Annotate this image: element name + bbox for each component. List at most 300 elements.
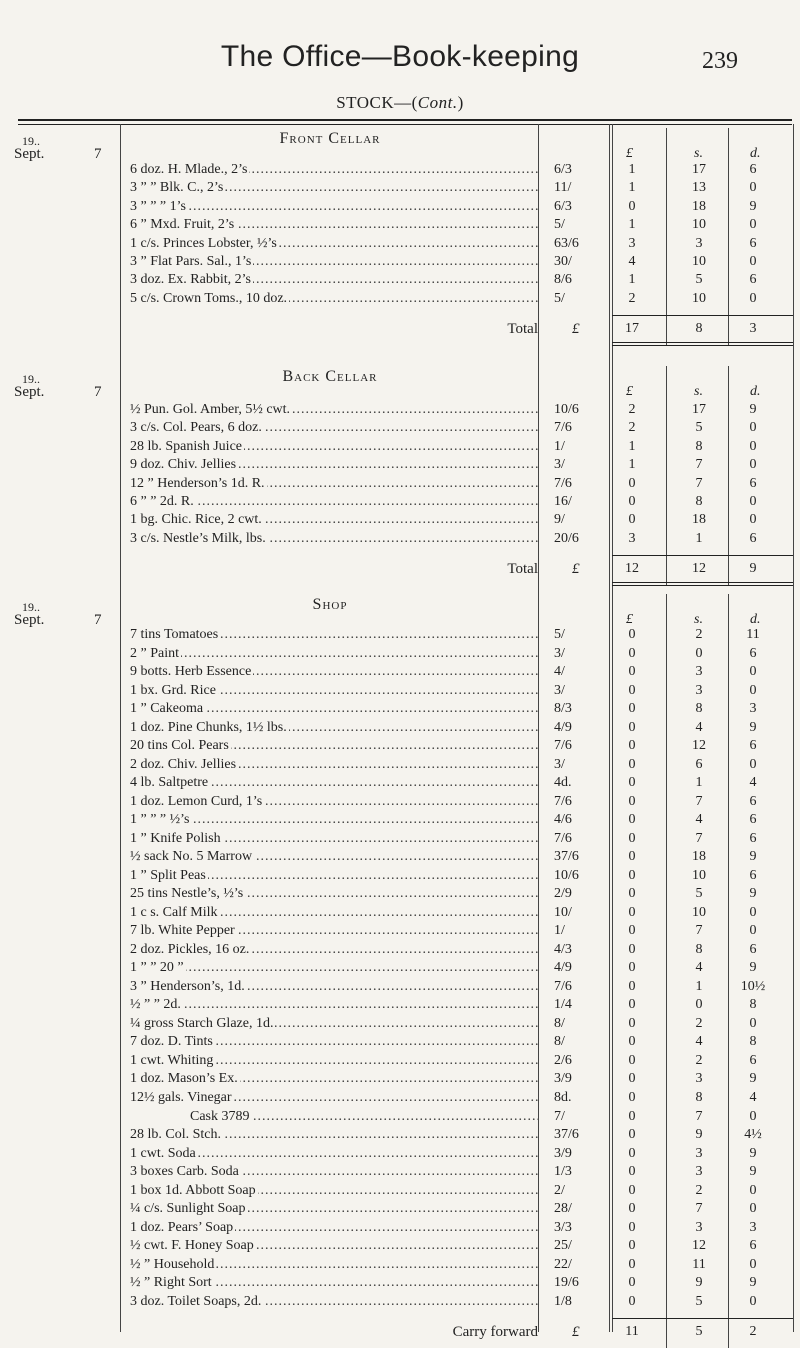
item-text: ¼ gross Starch Glaze, 1d.	[130, 1015, 274, 1031]
shillings-value: 9	[695, 1127, 703, 1143]
pence-value: 0	[749, 180, 757, 196]
pence-value: 0	[749, 217, 757, 233]
ledger-row	[0, 960, 800, 978]
ledger-row	[0, 683, 800, 701]
item-text: 3 c/s. Col. Pears, 6 doz.	[130, 420, 262, 436]
total-rule-top	[612, 555, 793, 556]
shillings-header: s.	[694, 384, 703, 399]
pence-value: 9	[749, 198, 757, 214]
shillings-value: 12	[692, 1238, 706, 1254]
pence-header: d.	[750, 384, 761, 399]
subtitle-prefix: STOCK—(	[336, 93, 418, 112]
item-text: 6 ” ” 2d. R.	[130, 494, 194, 509]
unit-price: 7/6	[554, 830, 572, 846]
pounds-value: 0	[628, 886, 636, 902]
shillings-value: 10	[692, 217, 706, 233]
shillings-header: s.	[694, 612, 703, 627]
unit-price: 3/	[554, 682, 565, 698]
pounds-value: 0	[628, 812, 636, 828]
item-text: ½ Pun. Gol. Amber, 5½ cwt.	[130, 402, 291, 417]
shillings-value: 7	[695, 793, 703, 809]
shillings-value: 2	[695, 1052, 703, 1068]
pounds-value: 0	[628, 923, 636, 939]
shillings-value: 10	[692, 290, 706, 306]
shillings-value: 8	[695, 438, 703, 454]
total-rule-top	[612, 1318, 793, 1319]
item-description	[130, 1016, 538, 1032]
date-month: Sept.	[14, 612, 45, 628]
date-month: Sept.	[14, 384, 45, 400]
item-description	[130, 664, 538, 680]
item-description	[130, 254, 538, 270]
pence-value: 9	[749, 1275, 757, 1291]
total-pounds: 12	[625, 561, 639, 577]
pence-value: 9	[749, 849, 757, 865]
ledger-row	[0, 1016, 800, 1034]
pounds-header: £	[626, 146, 633, 161]
total-row	[0, 561, 800, 579]
item-description	[130, 1201, 538, 1217]
unit-price: 7/6	[554, 420, 572, 436]
item-text: 12 ” Henderson’s 1d. R.	[130, 475, 265, 491]
ledger-row	[0, 664, 800, 682]
total-rule-bottom-2	[612, 345, 793, 346]
item-description	[130, 291, 538, 307]
total-label: Total	[507, 561, 538, 578]
pounds-value: 0	[628, 904, 636, 920]
shillings-value: 10	[692, 254, 706, 269]
unit-price: 22/	[554, 1256, 572, 1272]
pounds-value: 0	[628, 627, 636, 642]
unit-price: 4/9	[554, 960, 572, 976]
unit-price: 37/6	[554, 849, 579, 865]
item-text: 7 tins Tomatoes	[130, 627, 219, 642]
ledger-row	[0, 1238, 800, 1256]
unit-price: 25/	[554, 1238, 572, 1254]
pounds-value: 0	[628, 960, 636, 976]
unit-price: 4/3	[554, 941, 572, 957]
shillings-value: 17	[692, 402, 706, 417]
item-description	[130, 439, 538, 455]
pounds-value: 1	[628, 457, 636, 473]
shillings-value: 2	[695, 1182, 703, 1198]
pence-value: 9	[749, 1071, 757, 1087]
pence-value: 6	[749, 1052, 757, 1068]
ledger-row	[0, 886, 800, 904]
item-text: 6 ” Mxd. Fruit, 2’s	[130, 217, 235, 233]
pounds-value: 0	[628, 1164, 636, 1180]
item-description	[130, 217, 538, 233]
shillings-value: 10	[692, 904, 706, 920]
pence-value: 0	[749, 1293, 757, 1309]
total-rule-top	[612, 315, 793, 316]
total-pence: 9	[749, 561, 757, 577]
section-title: Front Cellar	[279, 130, 381, 147]
pounds-value: 0	[628, 198, 636, 214]
pence-value: 4	[749, 1090, 757, 1105]
pounds-value: 0	[628, 1182, 636, 1198]
unit-price: 8/	[554, 1015, 565, 1031]
shillings-value: 18	[692, 849, 706, 865]
page-number: 239	[702, 48, 738, 74]
ledger-row	[0, 1109, 800, 1127]
pounds-value: 1	[628, 217, 636, 233]
pence-value: 0	[749, 664, 757, 680]
shillings-value: 4	[695, 719, 703, 735]
item-text: 1 c s. Calf Milk	[130, 904, 218, 920]
item-text: 28 lb. Spanish Juice	[130, 438, 242, 454]
shillings-value: 18	[692, 198, 706, 214]
ledger-row	[0, 831, 800, 849]
pounds-value: 0	[628, 1293, 636, 1309]
shillings-value: 7	[695, 457, 703, 473]
item-description	[130, 476, 538, 492]
item-description	[130, 236, 538, 252]
pounds-value: 0	[628, 475, 636, 491]
shillings-value: 12	[692, 738, 706, 754]
ledger-row	[0, 738, 800, 756]
ledger-row	[0, 1183, 800, 1201]
unit-price: 1/	[554, 923, 565, 939]
item-text: 1 ” ” 20 ”	[130, 960, 184, 976]
pence-value: 0	[749, 923, 757, 939]
item-description	[130, 812, 538, 828]
unit-price: 5/	[554, 290, 565, 306]
item-text: 1 ” ” ” ½’s	[130, 812, 190, 828]
item-description	[130, 831, 538, 847]
ledger-row	[0, 420, 800, 438]
item-description	[130, 1127, 538, 1143]
date-year: 19..	[22, 134, 40, 148]
pence-value: 8	[749, 997, 757, 1013]
unit-price: 5/	[554, 627, 565, 642]
item-description	[130, 531, 538, 547]
item-text: 1 cwt. Whiting	[130, 1052, 214, 1068]
pounds-value: 0	[628, 1219, 636, 1235]
item-text: 1 doz. Pears’ Soap	[130, 1219, 234, 1235]
ledger-row	[0, 494, 800, 512]
pence-value: 6	[749, 475, 757, 491]
item-text: 20 tins Col. Pears	[130, 738, 229, 754]
item-description	[130, 1257, 538, 1273]
item-text: 1 doz. Pine Chunks, 1½ lbs.	[130, 719, 287, 735]
item-description	[130, 960, 538, 976]
unit-price: 3/9	[554, 1071, 572, 1087]
pounds-value: 0	[628, 645, 636, 661]
item-text: ½ sack No. 5 Marrow	[130, 849, 253, 865]
pounds-value: 4	[628, 254, 636, 269]
item-description	[130, 979, 538, 995]
pence-value: 0	[749, 290, 757, 306]
unit-price: 4/6	[554, 812, 572, 828]
ledger-row	[0, 1053, 800, 1071]
unit-price: 7/6	[554, 978, 572, 994]
pence-value: 0	[749, 438, 757, 454]
item-text: 1 ” Knife Polish	[130, 830, 221, 846]
item-description	[130, 272, 538, 288]
ledger-row	[0, 1071, 800, 1089]
ledger-row	[0, 402, 800, 420]
shillings-value: 3	[695, 235, 703, 251]
unit-price: 63/6	[554, 235, 579, 251]
pounds-value: 0	[628, 1108, 636, 1124]
page-title: The Office—Book-keeping	[220, 40, 580, 73]
pence-value: 6	[749, 162, 757, 177]
pence-value: 8	[749, 1034, 757, 1050]
shillings-value: 3	[695, 1071, 703, 1087]
total-label: Carry forward	[452, 1324, 538, 1341]
shillings-value: 7	[695, 1201, 703, 1217]
total-pound-sign: £	[572, 561, 580, 578]
pence-value: 0	[749, 512, 757, 528]
item-text: 1 bg. Chic. Rice, 2 cwt.	[130, 512, 262, 528]
ledger-row	[0, 997, 800, 1015]
shillings-value: 9	[695, 1275, 703, 1291]
unit-price: 3/	[554, 457, 565, 473]
pounds-value: 0	[628, 830, 636, 846]
ledger-row	[0, 905, 800, 923]
date-year: 19..	[22, 372, 40, 386]
ledger-row	[0, 439, 800, 457]
unit-price: 6/3	[554, 198, 572, 214]
pounds-value: 0	[628, 1034, 636, 1050]
item-text: 12½ gals. Vinegar	[130, 1090, 232, 1105]
date-day: 7	[94, 612, 102, 628]
total-shillings: 12	[692, 561, 706, 577]
ledger-row	[0, 512, 800, 530]
pence-value: 11	[746, 627, 760, 642]
pence-value: 3	[749, 701, 757, 717]
pence-value: 10½	[740, 978, 766, 994]
item-text: 1 box 1d. Abbott Soap	[130, 1182, 256, 1198]
item-text: 3 ” Flat Pars. Sal., 1’s	[130, 254, 252, 269]
item-description	[130, 942, 538, 958]
shillings-value: 5	[695, 272, 703, 288]
item-description	[130, 180, 538, 196]
shillings-value: 7	[695, 830, 703, 846]
item-text: 6 doz. H. Mlade., 2’s	[130, 162, 248, 177]
top-rule-thin	[18, 124, 792, 125]
ledger-row	[0, 1201, 800, 1219]
shillings-value: 3	[695, 682, 703, 698]
pounds-value: 0	[628, 1127, 636, 1143]
total-pound-sign: £	[572, 1324, 580, 1341]
pounds-value: 0	[628, 867, 636, 883]
pounds-value: 0	[628, 978, 636, 994]
item-description	[130, 199, 538, 215]
pence-value: 6	[749, 235, 757, 251]
shillings-value: 6	[695, 756, 703, 772]
shillings-value: 8	[695, 701, 703, 717]
unit-price: 10/6	[554, 402, 579, 417]
total-pence: 3	[749, 321, 757, 337]
pence-value: 0	[749, 420, 757, 436]
unit-price: 1/8	[554, 1293, 572, 1309]
shillings-value: 0	[695, 997, 703, 1013]
pence-value: 6	[749, 1238, 757, 1254]
item-description	[130, 683, 538, 699]
item-description	[130, 1238, 538, 1254]
ledger-row	[0, 531, 800, 549]
pence-value: 0	[749, 1015, 757, 1031]
unit-price: 3/9	[554, 1145, 572, 1161]
ledger-row	[0, 1164, 800, 1182]
item-text: 4 lb. Saltpetre	[130, 775, 209, 791]
pounds-value: 0	[628, 512, 636, 528]
pence-value: 0	[749, 1182, 757, 1198]
item-description	[130, 1071, 538, 1087]
pence-value: 0	[749, 494, 757, 509]
unit-price: 2/	[554, 1182, 565, 1198]
pounds-value: 0	[628, 1145, 636, 1161]
item-description	[130, 849, 538, 865]
ledger-row	[0, 1220, 800, 1238]
item-text: 1 ” Split Peas	[130, 867, 206, 883]
item-text: 1 cwt. Soda	[130, 1145, 196, 1161]
ledger-row	[0, 272, 800, 290]
item-description	[130, 720, 538, 736]
pence-value: 0	[749, 1201, 757, 1217]
unit-price: 4/9	[554, 719, 572, 735]
pounds-value: 2	[628, 402, 636, 417]
item-text: 3 boxes Carb. Soda	[130, 1164, 239, 1180]
shillings-value: 1	[695, 978, 703, 994]
item-text: 1 c/s. Princes Lobster, ½’s	[130, 235, 277, 251]
ledger-row	[0, 775, 800, 793]
total-pounds: 11	[625, 1324, 639, 1340]
ledger-row	[0, 1127, 800, 1145]
pounds-value: 1	[628, 180, 636, 196]
item-description	[130, 420, 538, 436]
unit-price: 3/	[554, 756, 565, 772]
pounds-value: 0	[628, 1201, 636, 1217]
item-description	[130, 923, 538, 939]
unit-price: 4d.	[554, 775, 572, 791]
item-description	[130, 162, 538, 178]
item-description	[130, 494, 538, 510]
shillings-value: 8	[695, 494, 703, 509]
subtitle-suffix: )	[457, 93, 464, 112]
total-shillings: 5	[695, 1324, 703, 1340]
item-text: 1 bx. Grd. Rice	[130, 682, 216, 698]
total-row	[0, 321, 800, 339]
pounds-value: 0	[628, 664, 636, 680]
item-description	[130, 905, 538, 921]
item-description	[130, 627, 538, 643]
pounds-header: £	[626, 612, 633, 627]
shillings-value: 8	[695, 941, 703, 957]
item-description	[130, 775, 538, 791]
pence-value: 0	[749, 457, 757, 473]
pounds-header: £	[626, 384, 633, 399]
shillings-value: 7	[695, 475, 703, 491]
total-pound-sign: £	[572, 321, 580, 338]
ledger-row	[0, 217, 800, 235]
item-description	[130, 1294, 538, 1310]
item-text: 3 doz. Ex. Rabbit, 2’s	[130, 272, 251, 288]
item-description	[130, 457, 538, 473]
unit-price: 10/	[554, 904, 572, 920]
unit-price: 2/9	[554, 886, 572, 902]
date-day: 7	[94, 146, 102, 162]
total-rule-bottom	[612, 342, 793, 343]
unit-price: 6/3	[554, 162, 572, 177]
date-year: 19..	[22, 600, 40, 614]
pence-value: 6	[749, 941, 757, 957]
pence-value: 0	[749, 254, 757, 269]
unit-price: 9/	[554, 512, 565, 528]
item-text: 1 ” Cakeoma	[130, 701, 204, 717]
shillings-value: 4	[695, 1034, 703, 1050]
pence-value: 0	[749, 682, 757, 698]
ledger-row	[0, 757, 800, 775]
pounds-value: 0	[628, 701, 636, 717]
unit-price: 19/6	[554, 1275, 579, 1291]
ledger-row	[0, 1294, 800, 1312]
total-label: Total	[507, 321, 538, 338]
ledger-row	[0, 291, 800, 309]
shillings-value: 7	[695, 1108, 703, 1124]
item-text: 2 doz. Chiv. Jellies	[130, 756, 237, 772]
shillings-value: 10	[692, 867, 706, 883]
pounds-value: 0	[628, 1090, 636, 1105]
unit-price: 3/3	[554, 1219, 572, 1235]
shillings-value: 8	[695, 1090, 703, 1105]
unit-price: 8d.	[554, 1090, 572, 1105]
item-text: 9 doz. Chiv. Jellies	[130, 457, 237, 473]
pence-value: 6	[749, 812, 757, 828]
ledger-row	[0, 162, 800, 180]
shillings-value: 2	[695, 627, 703, 642]
unit-price: 11/	[554, 180, 572, 196]
ledger-row	[0, 701, 800, 719]
shillings-value: 11	[692, 1256, 706, 1272]
ledger-row	[0, 199, 800, 217]
shillings-value: 2	[695, 1015, 703, 1031]
item-description	[130, 794, 538, 810]
item-description	[130, 1034, 538, 1050]
pence-value: 0	[749, 1256, 757, 1272]
pounds-value: 2	[628, 290, 636, 306]
item-description	[130, 1183, 538, 1199]
item-text: 5 c/s. Crown Toms., 10 doz.	[130, 290, 288, 306]
unit-price: 20/6	[554, 530, 579, 546]
item-text: 3 ” ” Blk. C., 2’s	[130, 180, 224, 196]
pounds-value: 0	[628, 941, 636, 957]
pence-value: 6	[749, 793, 757, 809]
item-text: 7 lb. White Pepper	[130, 923, 235, 939]
shillings-value: 4	[695, 812, 703, 828]
ledger-row	[0, 646, 800, 664]
item-text: 9 botts. Herb Essence	[130, 664, 252, 680]
ledger-row	[0, 794, 800, 812]
ledger-row	[0, 254, 800, 272]
shillings-value: 7	[695, 923, 703, 939]
item-description	[130, 402, 538, 418]
pounds-value: 0	[628, 1015, 636, 1031]
item-description	[130, 997, 538, 1013]
pounds-value: 3	[628, 235, 636, 251]
unit-price: 7/6	[554, 738, 572, 754]
shillings-value: 18	[692, 512, 706, 528]
ledger-row	[0, 979, 800, 997]
total-pounds: 17	[625, 321, 639, 337]
item-text: ½ cwt. F. Honey Soap	[130, 1238, 254, 1254]
unit-price: 1/4	[554, 997, 572, 1013]
ledger-row	[0, 1146, 800, 1164]
item-text: Cask 3789	[190, 1108, 250, 1124]
pounds-value: 0	[628, 756, 636, 772]
